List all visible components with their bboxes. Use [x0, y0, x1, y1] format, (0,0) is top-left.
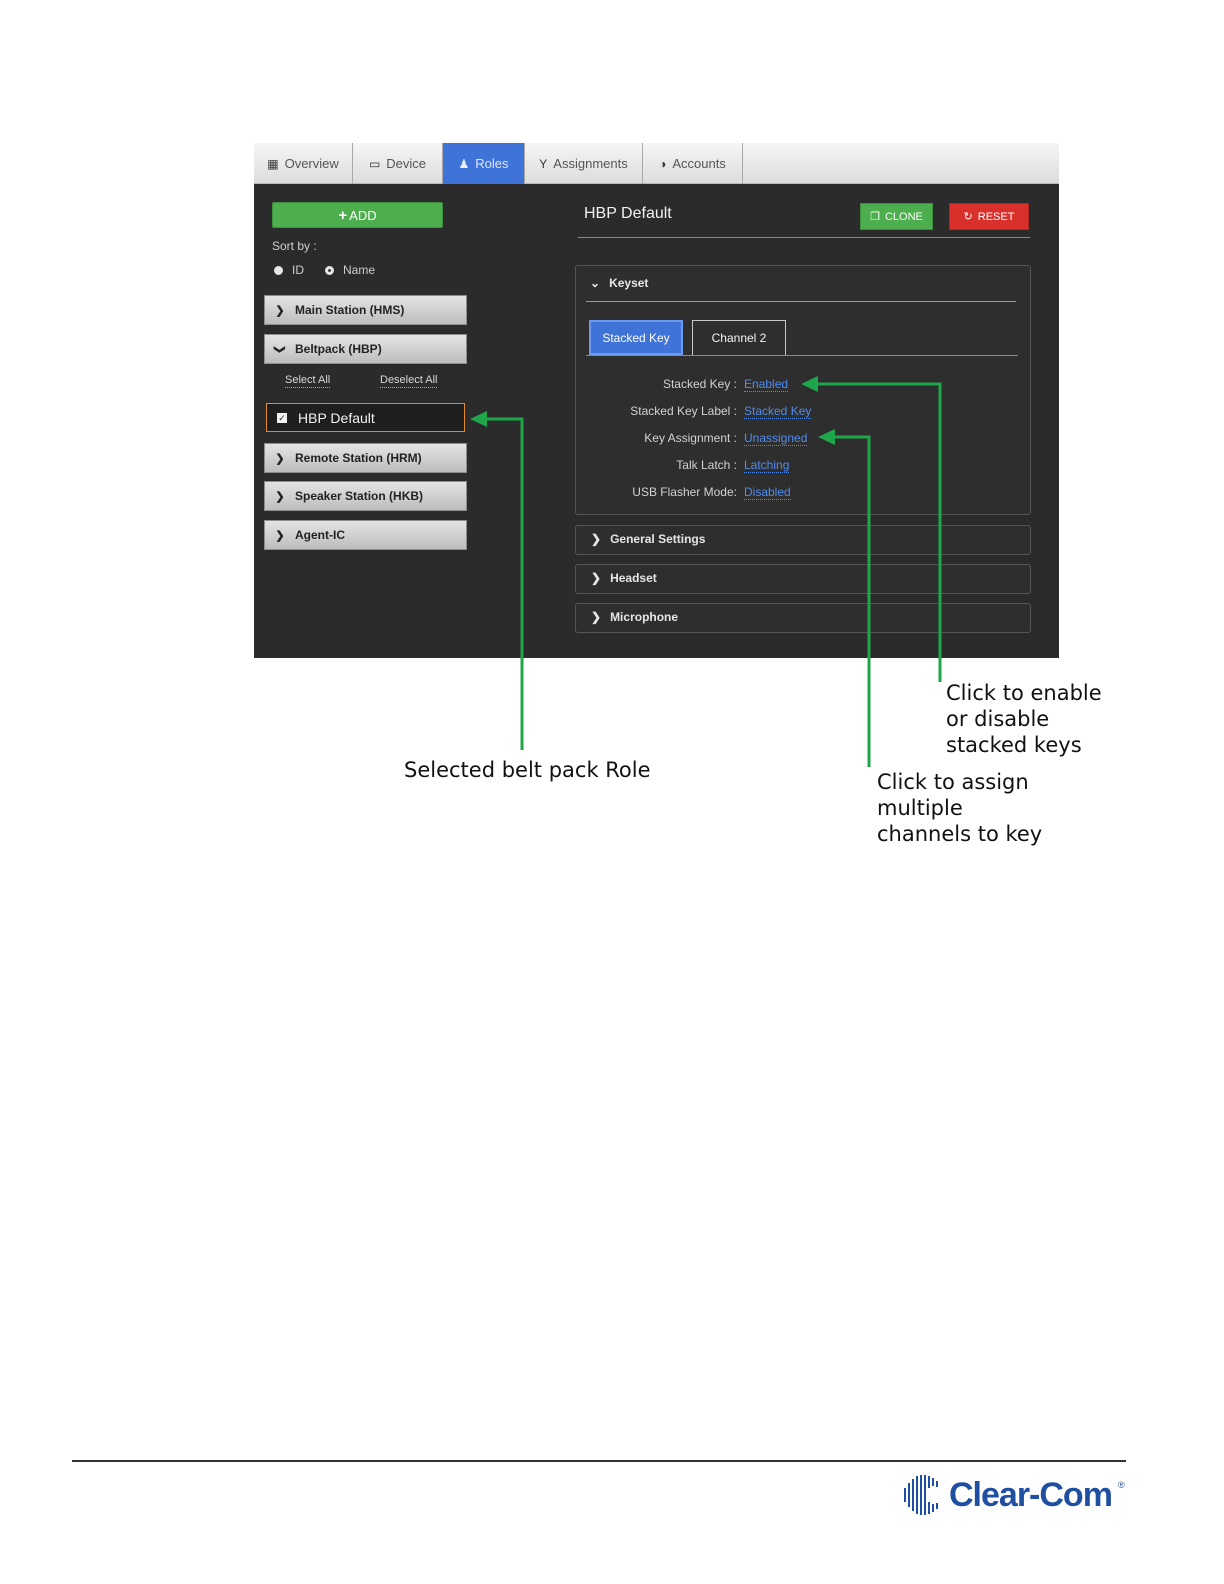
prop-label-stacked-key-label: Stacked Key Label :	[630, 404, 737, 418]
tab-roles[interactable]	[443, 143, 525, 184]
radio-icon	[274, 266, 283, 275]
plus-icon: +	[338, 206, 348, 224]
tab-accounts[interactable]	[643, 143, 743, 184]
tab-label: Roles	[475, 156, 509, 171]
sort-by-label: Sort by :	[272, 239, 317, 253]
dashboard-icon: ▦	[267, 156, 279, 171]
chevron-right-icon: ❯	[591, 532, 602, 546]
footer-rule	[72, 1460, 1126, 1462]
tab-label: Device	[386, 156, 427, 171]
section-label: Headset	[610, 571, 657, 585]
prop-value-stacked-key-label[interactable]: Stacked Key	[744, 404, 812, 418]
antenna-icon: Υ	[539, 156, 548, 171]
prop-label-talk-latch: Talk Latch :	[676, 458, 737, 472]
deselect-all-link[interactable]: Deselect All	[380, 374, 438, 386]
globe-icon: ◑	[659, 156, 667, 171]
general-settings-header[interactable]	[591, 532, 705, 546]
select-all-link[interactable]: Select All	[285, 374, 331, 386]
tab-channel-2[interactable]: Channel 2	[692, 320, 786, 355]
group-beltpack[interactable]	[264, 334, 467, 364]
chevron-down-icon: ❯	[273, 344, 286, 354]
keyset-tab-divider	[586, 355, 1018, 356]
device-icon: ▭	[368, 156, 381, 171]
tab-stacked-key[interactable]: Stacked Key	[589, 320, 683, 355]
refresh-icon: ↻	[963, 211, 973, 223]
role-label: HBP Default	[298, 409, 375, 426]
callout-selected-role: Selected belt pack Role	[404, 758, 651, 782]
group-label: Beltpack (HBP)	[295, 342, 382, 356]
tab-bar	[254, 143, 1059, 184]
callout-line: stacked keys	[946, 733, 1082, 757]
registered-mark: ®	[1117, 1480, 1125, 1490]
section-label: Microphone	[610, 610, 679, 624]
prop-value-usb-flasher[interactable]: Disabled	[744, 485, 791, 499]
checkbox-checked-icon[interactable]: ✓	[278, 412, 286, 423]
add-role-button[interactable]	[272, 202, 443, 228]
section-label: General Settings	[610, 532, 706, 546]
group-remote-station[interactable]	[264, 443, 467, 473]
group-speaker-station[interactable]	[264, 481, 467, 511]
group-label: Remote Station (HRM)	[295, 451, 422, 465]
reset-button[interactable]	[949, 203, 1029, 230]
tab-label: Assignments	[553, 156, 628, 171]
clone-button[interactable]	[860, 203, 933, 230]
chevron-right-icon: ❯	[591, 610, 602, 624]
logo-text: Clear-Com	[949, 1475, 1112, 1514]
sort-name-radio[interactable]	[325, 263, 375, 277]
callout-enable-stacked	[946, 680, 1102, 758]
callout-line: or disable	[946, 707, 1050, 731]
role-title: HBP Default	[584, 205, 672, 222]
headset-header[interactable]	[591, 571, 657, 585]
roles-screenshot	[254, 143, 1059, 658]
group-label: Speaker Station (HKB)	[295, 489, 424, 503]
tab-label: Overview	[284, 156, 339, 171]
callout-assign-channels	[877, 769, 1042, 847]
title-divider	[578, 237, 1030, 238]
callout-line: multiple	[877, 796, 963, 820]
radio-selected-icon	[325, 266, 334, 275]
copy-icon: ❐	[870, 211, 880, 223]
chevron-right-icon: ❯	[275, 529, 285, 542]
chevron-right-icon: ❯	[591, 571, 602, 585]
keyset-header[interactable]	[590, 276, 648, 290]
radio-label: Name	[343, 263, 376, 277]
section-label: Keyset	[609, 276, 649, 290]
tab-label: Accounts	[672, 156, 726, 171]
callout-line: Click to enable	[946, 681, 1102, 705]
group-agent-ic[interactable]	[264, 520, 467, 550]
group-label: Agent-IC	[295, 528, 345, 542]
role-item-selected[interactable]	[266, 403, 465, 432]
prop-label-usb-flasher: USB Flasher Mode:	[632, 485, 737, 499]
chevron-right-icon: ❯	[275, 304, 285, 317]
clone-label: CLONE	[884, 210, 923, 223]
tab-assignments[interactable]	[525, 143, 643, 184]
clear-com-mark-icon	[903, 1474, 943, 1516]
prop-value-key-assignment[interactable]: Unassigned	[744, 431, 808, 445]
prop-label-stacked-key: Stacked Key :	[662, 377, 737, 391]
add-label: ADD	[349, 207, 377, 223]
chevron-right-icon: ❯	[275, 452, 285, 465]
chevron-right-icon: ❯	[275, 490, 285, 503]
prop-label-key-assignment: Key Assignment :	[644, 431, 737, 445]
clear-com-logo	[903, 1474, 1125, 1516]
prop-value-stacked-key[interactable]: Enabled	[744, 377, 789, 391]
callout-line: channels to key	[877, 822, 1043, 846]
reset-label: RESET	[977, 210, 1015, 223]
tab-overview[interactable]	[254, 143, 353, 184]
microphone-header[interactable]	[591, 610, 678, 624]
prop-value-talk-latch[interactable]: Latching	[744, 458, 790, 472]
chevron-down-icon: ⌄	[590, 276, 601, 290]
group-label: Main Station (HMS)	[295, 303, 405, 317]
tab-device[interactable]	[353, 143, 443, 184]
group-main-station[interactable]	[264, 295, 467, 325]
keyset-divider	[586, 301, 1016, 302]
sort-id-radio[interactable]	[274, 263, 304, 277]
callout-line: Click to assign	[877, 770, 1029, 794]
users-icon: ♟	[458, 156, 470, 171]
radio-label: ID	[292, 263, 304, 277]
